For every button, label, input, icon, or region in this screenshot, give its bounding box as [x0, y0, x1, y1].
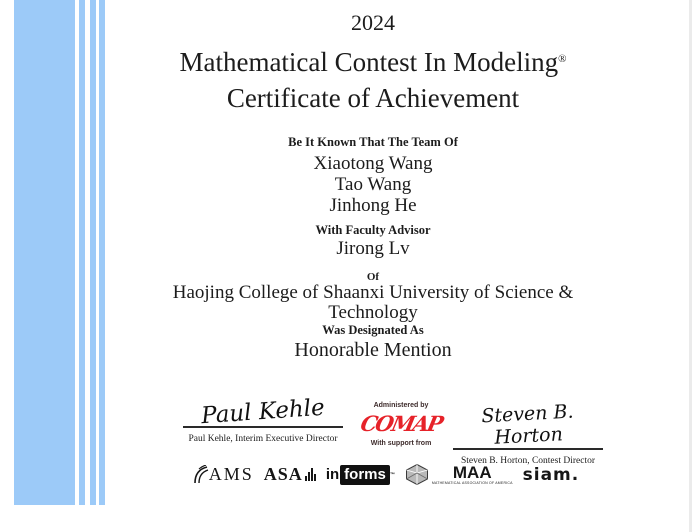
maa-polyhedron-icon: [405, 464, 429, 485]
registered-trademark-mark: ®: [558, 53, 567, 65]
administered-by-label: Administered by: [373, 402, 429, 409]
advisor-intro-label: With Faculty Advisor: [315, 223, 431, 237]
siam-logo: [523, 465, 580, 485]
informs-wordmark-in: in: [325, 466, 340, 484]
maa-caption: MATHEMATICAL ASSOCIATION OF AMERICA: [431, 481, 513, 485]
certificate-title: [105, 45, 641, 77]
maa-text-column: [432, 464, 513, 486]
institution-name: Haojing College of Shaanxi University of Science & Technology: [172, 282, 574, 323]
comap-logo-block: [358, 398, 444, 448]
ams-logo: [193, 464, 254, 485]
informs-logo: [326, 465, 395, 485]
signature-block-executive-director: [183, 394, 343, 445]
sponsor-logos-row: [118, 464, 654, 486]
siam-wordmark: siam.: [522, 464, 580, 485]
left-stripe-thin-2: [90, 0, 96, 505]
comap-logo: COMAP: [358, 411, 444, 436]
informs-wordmark-forms: forms: [340, 465, 390, 485]
team-member-name: Tao Wang: [334, 174, 412, 195]
designation-name: Honorable Mention: [294, 339, 452, 361]
team-member-name: Jinhong He: [329, 195, 417, 216]
asa-graph-icon: [305, 468, 316, 481]
designation-intro-label: Was Designated As: [322, 323, 424, 337]
team-intro-label: Be It Known That The Team Of: [288, 135, 458, 149]
certificate-content: [105, 0, 641, 486]
informs-trademark-mark: ™: [389, 471, 395, 478]
certificate-title-text: Mathematical Contest In Modeling: [179, 47, 559, 77]
signature-area: [105, 394, 641, 466]
ams-wordmark: AMS: [208, 464, 254, 485]
team-members-list: [105, 153, 641, 216]
left-stripe-wide: [14, 0, 75, 505]
contest-director-label: Steven B. Horton, Contest Director: [460, 456, 596, 466]
executive-director-label: Paul Kehle, Interim Executive Director: [188, 434, 338, 444]
with-support-from-label: With support from: [370, 440, 432, 447]
signature-block-contest-director: [453, 398, 603, 467]
certificate-year: 2024: [351, 10, 395, 35]
maa-wordmark: MAA: [452, 463, 492, 482]
team-member-name: Xiaotong Wang: [313, 153, 433, 174]
ams-fan-icon: [193, 465, 209, 485]
maa-logo: [405, 464, 513, 486]
contest-director-signature: Steven B. Horton: [480, 400, 575, 449]
executive-director-signature: Paul Kehle: [200, 394, 326, 430]
left-stripe-thin-1: [79, 0, 85, 505]
asa-logo: [264, 464, 316, 485]
certificate-subtitle: Certificate of Achievement: [226, 83, 520, 113]
asa-wordmark: ASA: [263, 464, 303, 485]
institution-intro-label: Of: [366, 271, 380, 283]
advisor-name: Jirong Lv: [336, 238, 410, 259]
